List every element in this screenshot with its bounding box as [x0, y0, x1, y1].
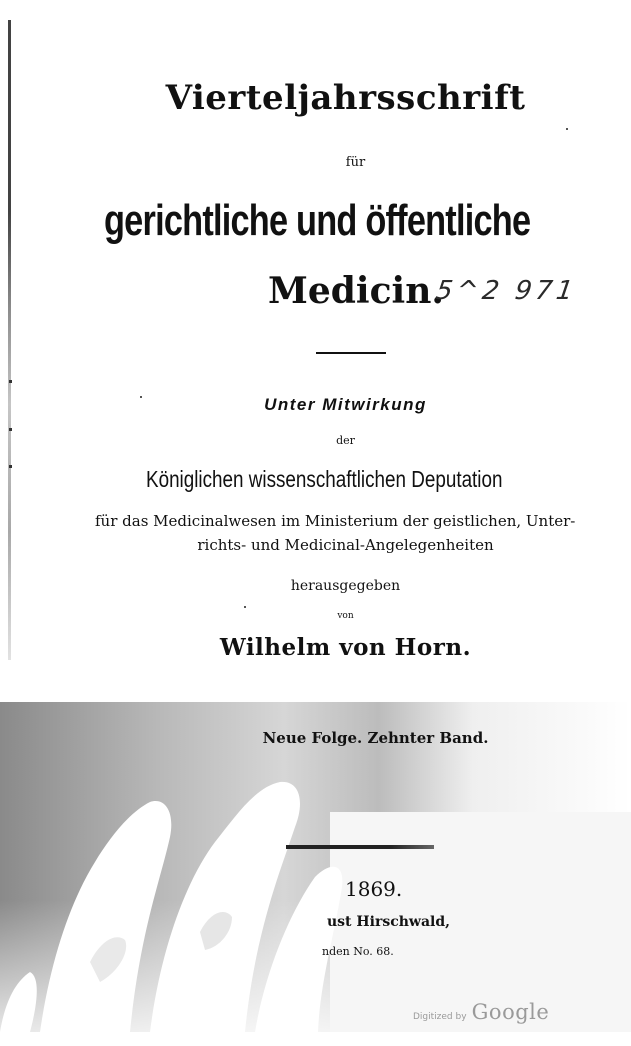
publisher-name: ust Hirschwald,: [327, 914, 451, 930]
scan-speck: [9, 428, 12, 431]
title-divider: [316, 352, 386, 354]
collaboration-article: der: [336, 434, 355, 447]
page-edge-binding: [8, 20, 11, 660]
institution-line-2: richts- und Medicinal-Angelegenheiten: [197, 536, 494, 554]
editor-by: von: [337, 611, 354, 621]
journal-subject: Medicin.: [268, 270, 444, 312]
journal-title: Vierteljahrsschrift: [165, 78, 526, 118]
publisher-address: nden No. 68.: [322, 945, 394, 958]
scan-damage-artwork: [0, 702, 631, 1032]
scan-speck: [9, 380, 12, 383]
google-logo: Google: [471, 1000, 550, 1024]
scan-speck: [566, 128, 568, 130]
journal-subtitle: gerichtliche und öffentliche: [104, 196, 531, 245]
watermark-prefix: Digitized by: [413, 1012, 467, 1022]
scan-damage-region: [0, 702, 631, 1032]
collaboration-heading: Unter Mitwirkung: [264, 395, 427, 414]
scan-speck: [9, 465, 12, 468]
scan-speck: [244, 606, 246, 608]
series-volume: Neue Folge. Zehnter Band.: [262, 729, 489, 747]
publication-year: 1869.: [345, 877, 403, 901]
editor-prefix: herausgegeben: [290, 578, 401, 594]
institution-line-1: für das Medicinalwesen im Ministerium der geistlichen, Unter-: [95, 512, 576, 530]
imprint-divider: [286, 845, 434, 849]
institution-name: Königlichen wissenschaftlichen Deputation: [146, 466, 503, 492]
digitization-watermark: [413, 1000, 549, 1024]
handwritten-library-mark: 5^2 971: [433, 276, 579, 306]
title-connector: für: [345, 155, 366, 170]
editor-name: Wilhelm von Horn.: [219, 634, 472, 661]
